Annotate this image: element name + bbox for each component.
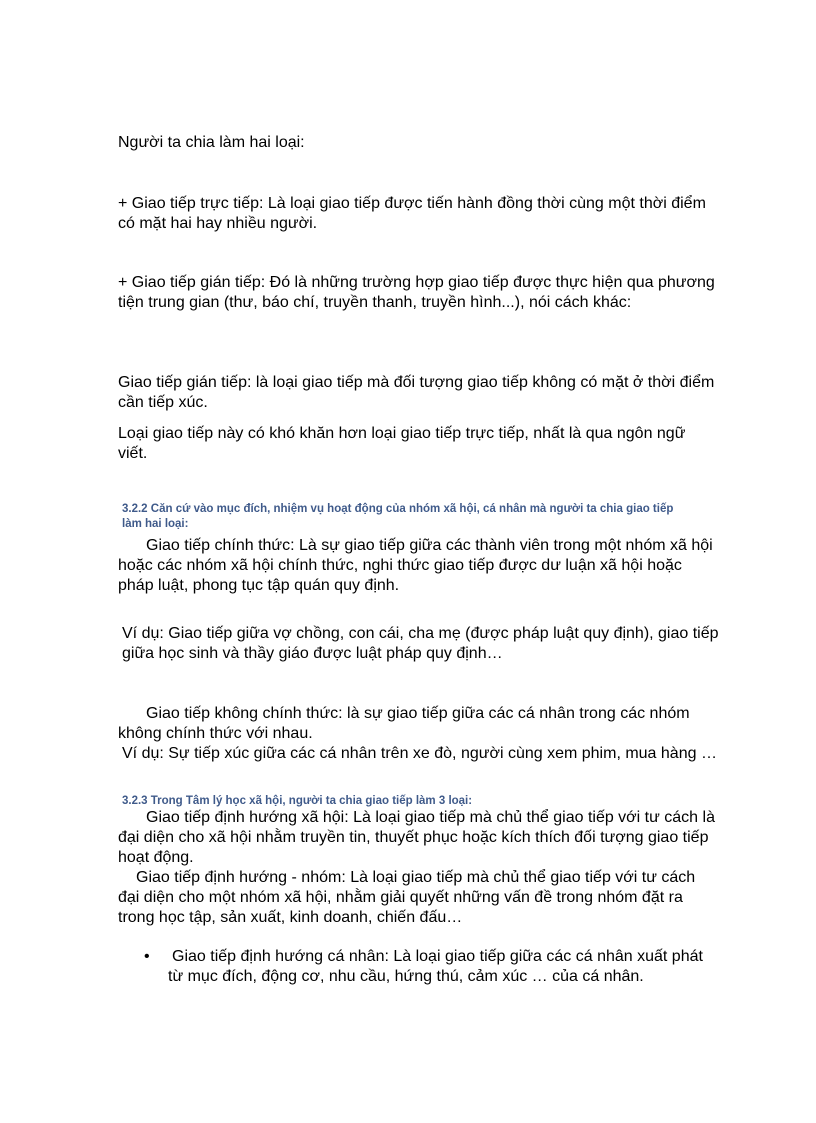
list-item-personal-orientation: Giao tiếp định hướng cá nhân: Là loại giao tiếp giữa các cá nhân xuất phát từ mục đích, động cơ, nhu cầu, hứng thú, cảm xúc … của cá nhân. [168, 948, 703, 985]
paragraph-formal-communication: Giao tiếp chính thức: Là sự giao tiếp giữa các thành viên trong một nhóm xã hội hoặc các nhóm xã hội chính thức, nghi thức giao tiếp được dư luận xã hội hoặc pháp luật, phong tục tập quán quy định. [118, 537, 713, 594]
paragraph-direct-communication: + Giao tiếp trực tiếp: Là loại giao tiếp được tiến hành đồng thời cùng một thời điểm có mặt hai hay nhiều người. [118, 195, 706, 232]
paragraph-indirect-difficulty: Loại giao tiếp này có khó khăn hơn loại giao tiếp trực tiếp, nhất là qua ngôn ngữ viết. [118, 425, 686, 462]
paragraph-informal-example: Ví dụ: Sự tiếp xúc giữa các cá nhân trên xe đò, người cùng xem phim, mua hàng … [122, 745, 717, 762]
paragraph-group-orientation: Giao tiếp định hướng - nhóm: Là loại giao tiếp mà chủ thể giao tiếp với tư cách đại diện cho một nhóm xã hội, nhằm giải quyết những vấn đề trong nhóm đặt ra trong học tập, sản xuất, kinh doanh, chiến đấu… [118, 869, 696, 926]
section-heading-3-2-2: 3.2.2 Căn cứ vào mục đích, nhiệm vụ hoạt động của nhóm xã hội, cá nhân mà người ta chia giao tiếp làm hai loại: [122, 503, 674, 530]
paragraph-indirect-communication: + Giao tiếp gián tiếp: Đó là những trường hợp giao tiếp được thực hiện qua phương tiện trung gian (thư, báo chí, truyền thanh, truyền hình...), nói cách khác: [118, 274, 715, 311]
paragraph-indirect-definition: Giao tiếp gián tiếp: là loại giao tiếp mà đối tượng giao tiếp không có mặt ở thời điểm cần tiếp xúc. [118, 374, 715, 411]
paragraph-informal-communication: Giao tiếp không chính thức: là sự giao tiếp giữa các cá nhân trong các nhóm không chính thức với nhau. [118, 705, 690, 742]
section-heading-3-2-3: 3.2.3 Trong Tâm lý học xã hội, người ta chia giao tiếp làm 3 loại: [122, 795, 473, 807]
paragraph-intro: Người ta chia làm hai loại: [118, 134, 305, 151]
bullet-marker: • [144, 948, 150, 965]
paragraph-social-orientation: Giao tiếp định hướng xã hội: Là loại giao tiếp mà chủ thể giao tiếp với tư cách là đại diện cho xã hội nhằm truyền tin, thuyết phục hoặc kích thích đối tượng giao tiếp hoạt động. [118, 809, 715, 866]
paragraph-formal-example: Ví dụ: Giao tiếp giữa vợ chồng, con cái, cha mẹ (được pháp luật quy định), giao tiếp giữa học sinh và thầy giáo được luật pháp quy định… [122, 625, 719, 662]
